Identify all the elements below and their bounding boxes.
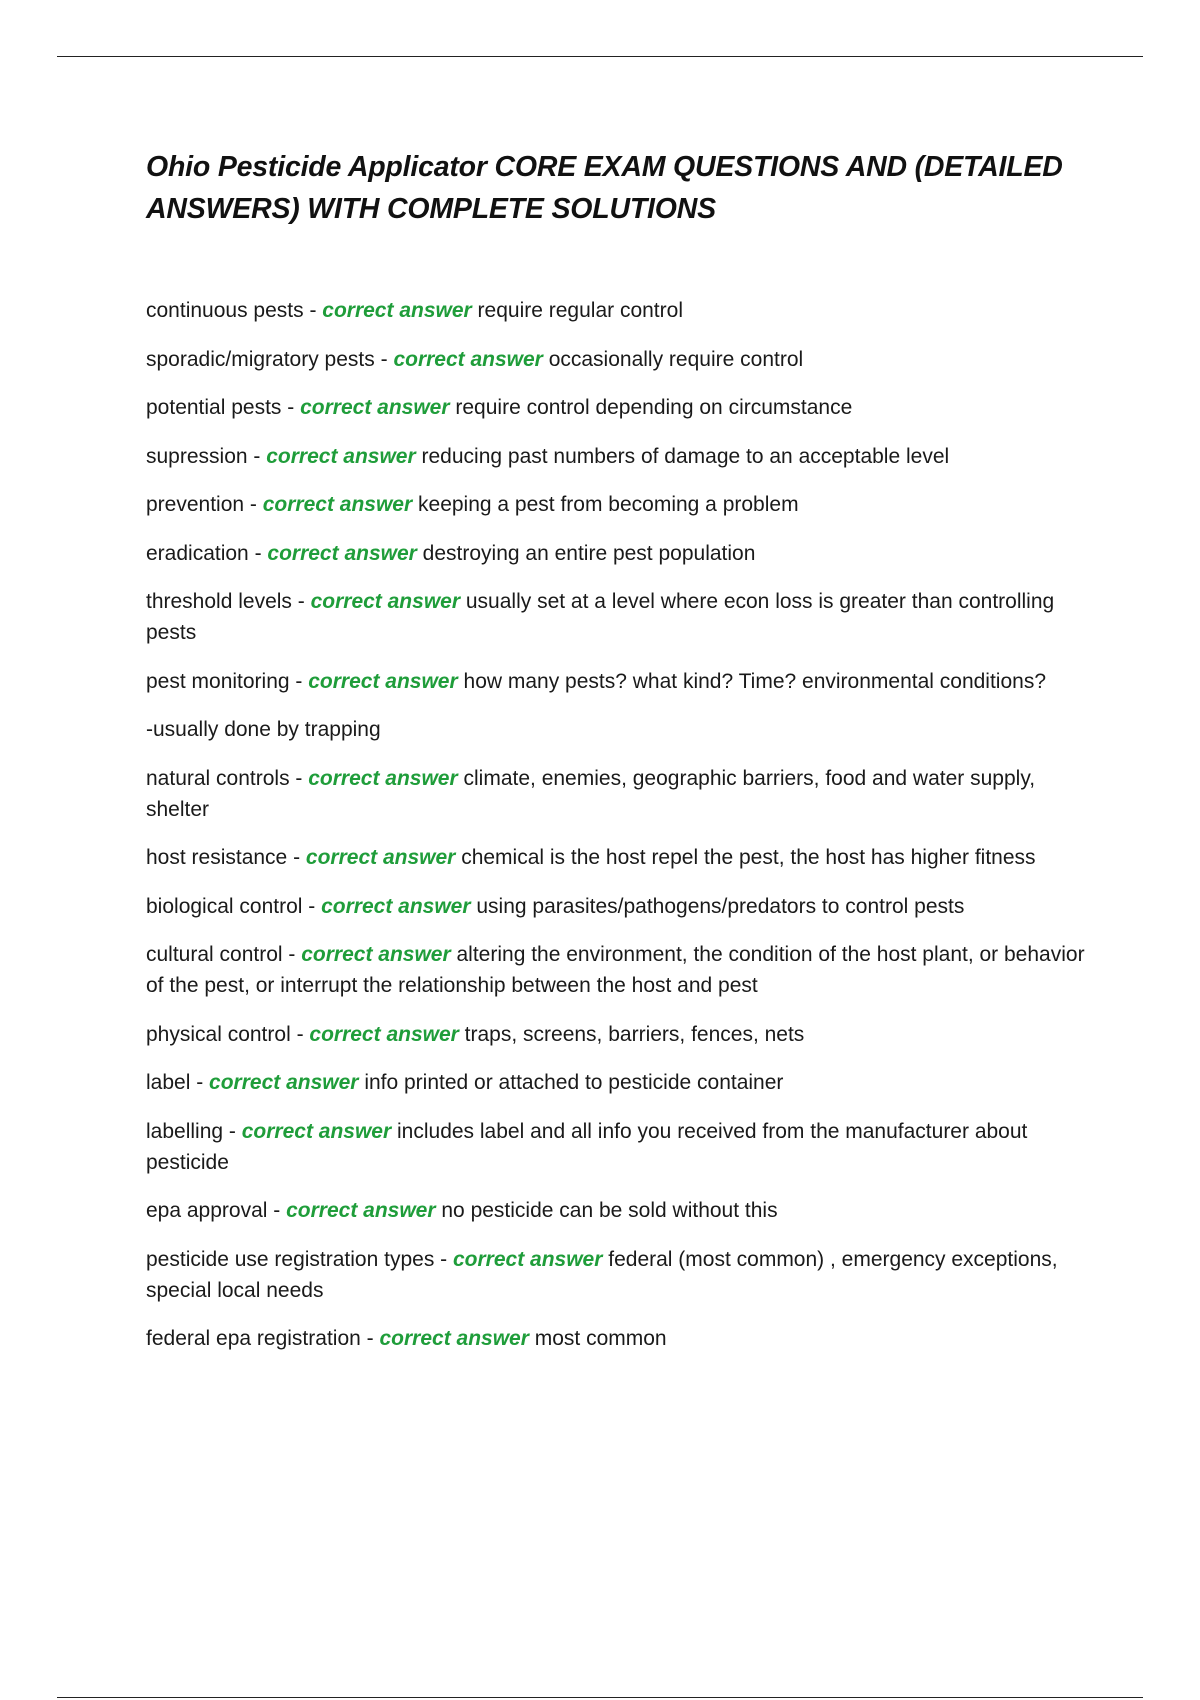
answer: keeping a pest from becoming a problem — [418, 493, 799, 516]
separator: - — [287, 846, 306, 869]
term: threshold levels — [146, 590, 292, 613]
correct-answer-tag: correct answer — [262, 493, 413, 516]
separator: - — [302, 894, 322, 918]
term: pesticide use registration types — [146, 1247, 435, 1271]
separator: - — [248, 541, 268, 565]
term: prevention — [146, 493, 245, 516]
list-item — [146, 666, 1096, 697]
correct-answer-tag: correct answer — [300, 396, 450, 419]
term: pest monitoring — [146, 669, 290, 693]
answer: using parasites/pathogens/predators to control pests — [476, 894, 965, 918]
list-item — [146, 891, 1096, 922]
answer: info printed or attached to pesticide container — [364, 1071, 784, 1094]
list-item — [146, 538, 1096, 569]
list-item — [146, 1244, 1096, 1306]
list-item — [146, 441, 1096, 472]
list-item — [146, 1019, 1096, 1050]
list-item — [146, 586, 1096, 648]
answer: destroying an entire pest population — [422, 541, 756, 565]
separator: - — [291, 590, 311, 613]
term: supression — [146, 444, 248, 468]
list-item — [146, 842, 1096, 873]
list-item — [146, 295, 1096, 326]
term: federal epa registration — [146, 1327, 361, 1350]
document-title: Ohio Pesticide Applicator CORE EXAM QUESTIONS AND (DETAILED ANSWERS) WITH COMPLETE SOLUTIONS — [146, 151, 1063, 225]
separator: - — [360, 1327, 380, 1350]
correct-answer-tag: correct answer — [267, 541, 417, 565]
answer: federal (most common) , emergency exceptions, special local needs — [146, 1247, 1058, 1302]
correct-answer-tag: correct answer — [393, 347, 543, 371]
term: epa approval — [146, 1199, 268, 1222]
term: natural controls — [146, 766, 290, 790]
separator: - — [223, 1119, 242, 1143]
answer: includes label and all info you received from the manufacturer about pesticide — [146, 1119, 1028, 1174]
list-item — [146, 1116, 1096, 1178]
answer: no pesticide can be sold without this — [441, 1199, 778, 1222]
separator: - — [281, 396, 301, 419]
term: labelling — [146, 1119, 224, 1143]
term: biological control — [146, 894, 303, 918]
separator: - — [244, 493, 263, 516]
top-rule — [57, 56, 1143, 57]
list-item — [146, 392, 1096, 423]
correct-answer-tag: correct answer — [301, 943, 451, 966]
answer: usually set at a level where econ loss is greater than controlling pests — [146, 590, 1055, 644]
term: sporadic/migratory pests — [146, 347, 375, 371]
answer: occasionally require control — [548, 347, 804, 371]
answer: altering the environment, the condition of the host plant, or behavior of the pest, or interrupt the relationship between the host and pest — [146, 943, 1085, 997]
answer: chemical is the host repel the pest, the host has higher fitness — [461, 846, 1036, 869]
list-item — [146, 489, 1096, 520]
correct-answer-tag: correct answer — [308, 766, 458, 790]
list-item — [146, 1323, 1096, 1354]
term: label — [146, 1071, 191, 1094]
qa-list — [146, 295, 1096, 1372]
answer: require control depending on circumstance — [455, 396, 853, 419]
term: cultural control — [146, 943, 283, 966]
term: potential pests — [146, 396, 282, 419]
answer: how many pests? what kind? Time? environmental conditions? — [463, 669, 1046, 693]
correct-answer-tag: correct answer — [308, 669, 458, 693]
term: host resistance — [146, 846, 288, 869]
separator: - — [267, 1199, 287, 1222]
separator: - — [289, 669, 309, 693]
correct-answer-tag: correct answer — [305, 846, 456, 869]
separator: - — [282, 943, 302, 966]
correct-answer-tag: correct answer — [309, 1022, 459, 1046]
separator: - — [289, 766, 309, 790]
correct-answer-tag: correct answer — [209, 1071, 359, 1094]
list-item — [146, 939, 1096, 1001]
list-item — [146, 1067, 1096, 1098]
correct-answer-tag: correct answer — [321, 894, 471, 918]
correct-answer-tag: correct answer — [453, 1247, 603, 1271]
separator: - — [247, 444, 267, 468]
correct-answer-tag: correct answer — [286, 1199, 436, 1222]
separator: - — [303, 299, 323, 322]
answer: climate, enemies, geographic barriers, food and water supply, shelter — [146, 766, 1036, 821]
term: physical control — [146, 1022, 291, 1046]
separator: - — [434, 1247, 453, 1271]
separator: - — [374, 347, 394, 371]
list-item — [146, 344, 1096, 375]
answer: traps, screens, barriers, fences, nets — [464, 1022, 805, 1046]
separator: - — [290, 1022, 310, 1046]
correct-answer-tag: correct answer — [310, 590, 461, 613]
correct-answer-tag: correct answer — [322, 299, 472, 322]
list-item — [146, 763, 1096, 825]
answer: reducing past numbers of damage to an acceptable level — [421, 444, 950, 468]
answer: most common — [534, 1327, 667, 1350]
correct-answer-tag: correct answer — [241, 1119, 392, 1143]
term: continuous pests — [146, 299, 304, 322]
list-item — [146, 1195, 1096, 1226]
answer: require regular control — [477, 299, 683, 322]
correct-answer-tag: correct answer — [379, 1327, 529, 1350]
separator: - — [190, 1071, 210, 1094]
bottom-rule — [57, 1697, 1143, 1698]
correct-answer-tag: correct answer — [266, 444, 416, 468]
list-item-note: -usually done by trapping — [146, 718, 381, 741]
term: eradication — [146, 541, 249, 565]
